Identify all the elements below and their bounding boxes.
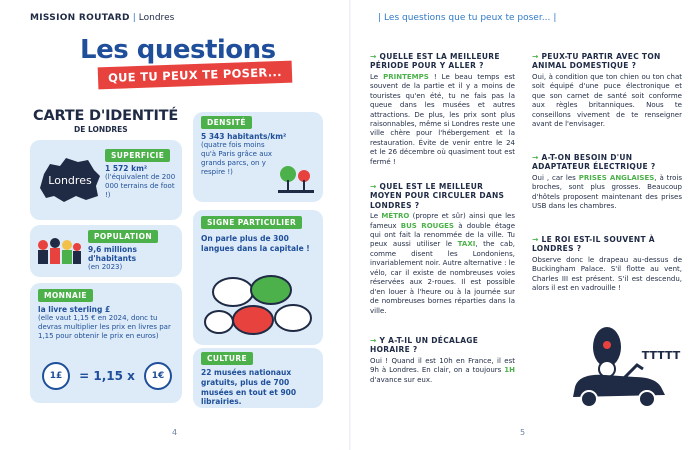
right-header: | Les questions que tu peux te poser... | [378, 13, 557, 23]
question-title: QUEL EST LE MEILLEUR MOYEN POUR CIRCULER DANS LONDRES ? [370, 182, 505, 210]
question-period: → QUELLE EST LA MEILLEURE PÉRIODE POUR Y ALLER ? Le PRINTEMPS ! Le beau temps est souvent de la partie et il y a moins de touristes qu'en été, tu ne fais pas la queue dans les musées et autres attractions. De plus, les prix sont plus raisonnables, même si Londres reste une ville chère pour l'hébergement et la restauration. Évite de venir entre le 24 et le 26 décembre où quasiment tout est fermé ! [370, 52, 515, 166]
section-label: Londres [138, 13, 175, 23]
question-title: Y A-T-IL UN DÉCALAGE HORAIRE ? [370, 336, 479, 355]
pound-coin-icon: 1£ [42, 362, 70, 390]
idcard-title: CARTE D'IDENTITÉ [33, 108, 179, 124]
culture-tag: CULTURE [201, 352, 253, 365]
speech-bubbles-icon [203, 272, 315, 340]
monnaie-note: (elle vaut 1,15 € en 2024, donc tu devras multiplier les prix en livres par 1,15 pour obtenir le prix en euros) [38, 314, 171, 341]
densite-value: 5 343 habitants/km² [201, 132, 287, 141]
question-timezone: → Y A-T-IL UN DÉCALAGE HORAIRE ? Oui ! Quand il est 10h en France, il est 9h à Londres. En clair, on a toujours 1H d'avance sur eux. [370, 336, 515, 384]
population-note: (en 2023) [88, 263, 123, 271]
euro-coin-icon: 1€ [144, 362, 172, 390]
signe-value: On parle plus de 300 langues dans la capitale ! [201, 234, 310, 253]
people-icon [35, 235, 83, 269]
arrow-icon: → [532, 52, 539, 61]
illustration-caption: TTTTT [641, 349, 681, 362]
superficie-note: (l'équivalent de 200 000 terrains de foot !) [105, 173, 176, 200]
arrow-icon: → [370, 52, 377, 61]
currency-equation [42, 361, 172, 391]
question-transport: → QUEL EST LE MEILLEUR MOYEN POUR CIRCULER DANS LONDRES ? Le MÉTRO (propre et sûr) ainsi que les fameux BUS ROUGES à double étage qui ont fait la renommée de la ville. Tu peux aussi utiliser le TAXI, the cab, comme disent les Londoniens, invariablement noir. Autre alternative : le vélo, car il existe de nombreuses voies réservées aux 2-roues. Il est possible d'en louer à l'heure ou à la journée sur de nombreuses bornes réparties dans la ville. [370, 182, 515, 315]
culture-box [193, 348, 323, 408]
question-title: A-T-ON BESOIN D'UN ADAPTATEUR ÉLECTRIQUE ? [532, 153, 656, 172]
page-title: Les questions [80, 35, 276, 65]
superficie-value: 1 572 km² [105, 164, 148, 173]
map-label: Londres [48, 174, 92, 187]
idcard-subtitle: DE LONDRES [74, 125, 128, 134]
title-banner: QUE TU PEUX TE POSER... [98, 61, 292, 90]
question-title: PEUX-TU PARTIR AVEC TON ANIMAL DOMESTIQUE ? [532, 52, 661, 71]
question-king [532, 235, 682, 294]
population-tag: POPULATION [88, 230, 158, 243]
arrow-icon: → [370, 336, 377, 345]
left-header: MISSION ROUTARD | Londres [30, 13, 175, 23]
densite-box [193, 112, 323, 202]
monnaie-box [30, 283, 182, 403]
monnaie-tag: MONNAIE [38, 289, 93, 302]
arrow-icon: → [532, 153, 539, 162]
london-map-icon [36, 154, 104, 204]
answer: Observe donc le drapeau au-dessus de Buckingham Palace. S'il flotte au vent, Charles III est présent. S'il est descendu, alors il est en vadrouille ! [532, 255, 682, 293]
monnaie-value: la livre sterling £ [38, 305, 111, 314]
guard-taxi-illustration [565, 325, 690, 415]
densite-note: (quatre fois moins qu'à Paris grâce aux grands parcs, on y respire !) [201, 141, 273, 177]
population-box [30, 225, 182, 277]
equation-text: = 1,15 x [79, 369, 135, 383]
question-adapter: → A-T-ON BESOIN D'UN ADAPTATEUR ÉLECTRIQUE ? Oui , car les PRISES ANGLAISES, à trois broches, sont plus grosses. Beaucoup d'hôtels proposent maintenant des prises USB dans les chambres. [532, 153, 683, 211]
question-title: LE ROI EST-IL SOUVENT À LONDRES ? [532, 235, 655, 254]
superficie-box [30, 140, 182, 220]
signe-box [193, 210, 323, 345]
question-pets [532, 52, 682, 129]
signe-tag: SIGNE PARTICULIER [201, 216, 302, 229]
park-icon [276, 164, 316, 196]
population-value: 9,6 millions d'habitants [88, 245, 137, 263]
densite-tag: DENSITÉ [201, 116, 252, 129]
culture-value: 22 musées nationaux gratuits, plus de 700 musées en tout et 900 librairies. [201, 368, 297, 407]
arrow-icon: → [532, 235, 539, 244]
right-header-text: Les questions que tu peux te poser... [384, 13, 551, 23]
page-number-right: 5 [520, 428, 526, 437]
question-title: QUELLE EST LA MEILLEURE PÉRIODE POUR Y ALLER ? [370, 52, 500, 71]
arrow-icon: → [370, 182, 377, 191]
brand-label: MISSION ROUTARD [30, 13, 130, 23]
superficie-tag: SUPERFICIE [105, 149, 170, 162]
answer: Oui, à condition que ton chien ou ton chat soit équipé d'une puce électronique et que son carnet de santé soit conforme aux règles britanniques. Nous te conseillons vivement de te renseigner avant de l'envisager. [532, 72, 682, 128]
right-page [350, 0, 700, 450]
page-number-left: 4 [172, 428, 178, 437]
